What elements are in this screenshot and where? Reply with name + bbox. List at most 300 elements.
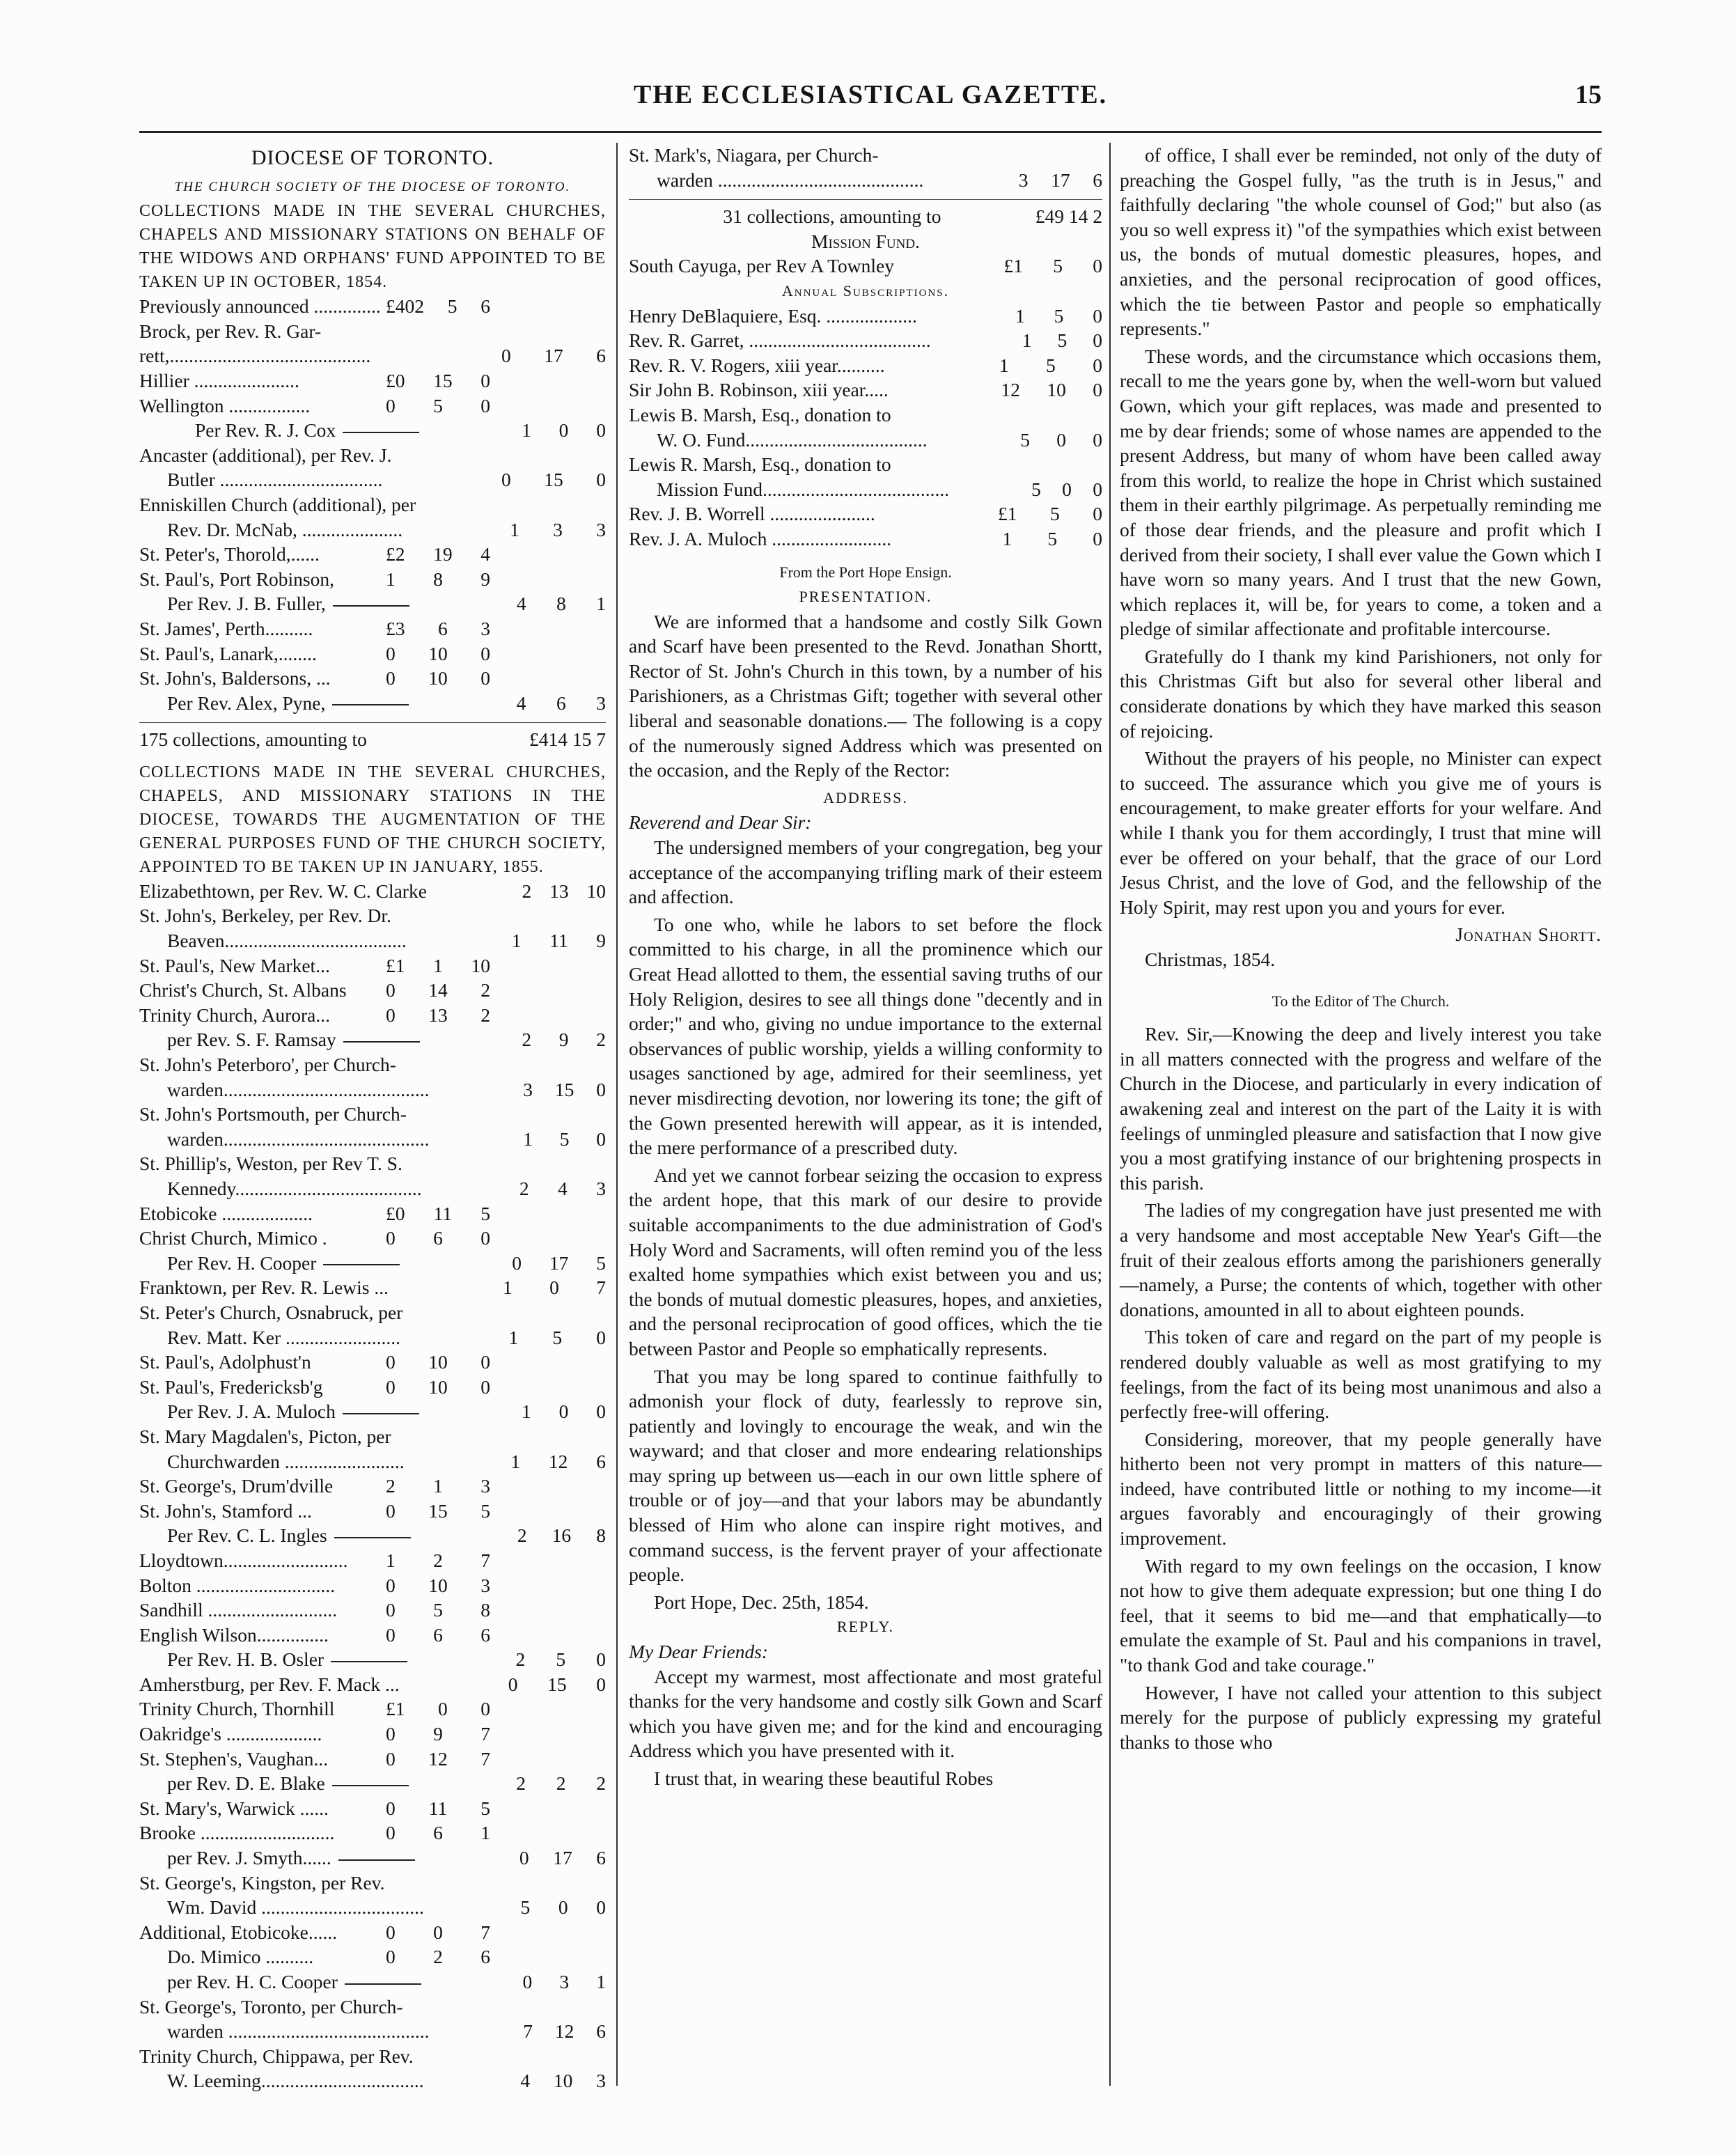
ledger-entry-name: Henry DeBlaquiere, Esq. ................... — [629, 304, 917, 327]
ledger-amount — [501, 1251, 606, 1276]
ledger-amount-part: 0 — [1093, 354, 1102, 376]
address-paragraph: That you may be long spared to continue faithfully to admonish your flock of duty, fearlessly to reprove sin, patiently and lovingly to encourage the weak, and win the wayward; and that closer and more endearing relationships may spring up between us—each in our own little sphere of trouble or of joy—and that your labors may be abundantly blessed of Him who alone can inspire right motives, and command success, is the fervent prayer of your affectionate people. — [629, 1365, 1102, 1586]
ledger-entry-name: per Rev. J. Smyth...... — [139, 1845, 422, 1871]
address-paragraph: And yet we cannot forbear seizing the occasion to express the ardent hope, that this mark of our desire to provide suitable accompaniments to the due administration of God's Holy Word and Sacraments, will often remind you of the less exalted home sympathies which exist between you and us; the bonds of mutual domestic pleasures, hopes, and anxieties, and the personal reciprocation of good offices, which the tie between Pastor and People so emphatically represents. — [629, 1164, 1102, 1359]
ledger-row — [629, 403, 1102, 428]
ledger-subamount-part: 4 — [480, 543, 490, 565]
ledger-amount-part: 0 — [508, 1673, 518, 1695]
ledger-row — [139, 1449, 606, 1474]
ledger-amount-part: 5 — [520, 1896, 531, 1919]
reply-paragraph: of office, I shall ever be reminded, not only of the duty of preaching the Gospel fully, "as the truth is in Jesus," and faithfully declaring "the whole counsel of God;" but also (as you so well express it) "of the sympathies which exist between us, the bonds of mutual domestic pleasures, hopes, and anxieties, and the personal reciprocation of good offices, which the tie between Pastor and people so emphatically represents." — [1120, 144, 1602, 340]
ledger-amount-part: 0 — [558, 419, 569, 442]
signature: Jonathan Shortt. — [1455, 923, 1602, 946]
ledger-row — [139, 1399, 606, 1424]
ledger-subamount-part: 0 — [386, 1723, 396, 1745]
ledger-bracket-rule — [323, 1264, 400, 1265]
column-separator — [616, 143, 618, 2086]
ledger-amount-part: 12 — [1001, 379, 1020, 401]
ledger-row — [139, 1102, 606, 1127]
ledger-entry-name: Kennedy....................................... — [167, 1178, 422, 1199]
ledger-amount-part: 3 — [596, 2070, 606, 2092]
ledger-entry-name: Do. Mimico .......... — [167, 1946, 314, 1968]
ledger-amount-part: £1 — [998, 503, 1017, 525]
ledger-bracket-rule — [345, 1983, 421, 1985]
ledger-row — [139, 467, 606, 492]
letter-paragraph: Rev. Sir,—Knowing the deep and lively interest you take in all matters connected with the progress and welfare of the Church in the Diocese, and particularly in every indication of awakening zeal and interest on the part of the Laity it is with feelings of unmingled pleasure and satisfaction that I now give you a most gratifying instance of our brightening prospects in this parish. — [1120, 1023, 1602, 1194]
ledger-entry-name: warden .......................................... — [167, 2020, 430, 2043]
ledger-entry-name: Elizabethtown, per Rev. W. C. Clarke — [139, 880, 427, 902]
ledger-entry-name: Per Rev. Alex, Pyne, — [139, 691, 416, 716]
ledger-amount-part: 4 — [520, 2070, 531, 2092]
ledger-amount-part: 0 — [596, 419, 606, 442]
ledger-subamount-part: £1 — [386, 1698, 405, 1720]
ledger-subamount-part: £1 — [386, 954, 405, 976]
ledger-entry-name: Christ's Church, St. Albans — [139, 979, 347, 1001]
ledger-subamount-part: 6 — [438, 617, 448, 639]
ledger-subamount — [386, 616, 490, 641]
ledger-row — [139, 1151, 606, 1176]
ledger-subamount-part: 6 — [433, 1227, 443, 1249]
ledger-row — [139, 616, 606, 641]
ledger-subamount-part: 10 — [471, 954, 490, 976]
ledger-amount-part: 13 — [549, 880, 569, 902]
ledger-subamount-part: 0 — [480, 1351, 490, 1373]
ledger-amount-part: 1 — [1022, 329, 1032, 352]
ledger-amount-part: 2 — [516, 1772, 526, 1795]
ledger-entry-name: warden........................................... — [167, 1078, 430, 1100]
mission-fund-list — [629, 253, 1102, 279]
ledger-subamount-part: 1 — [386, 568, 396, 590]
ledger-amount-part: 0 — [522, 1971, 533, 1992]
ledger-subamount-part: 0 — [480, 667, 490, 689]
ledger-amount-part: 3 — [559, 1971, 570, 1992]
ledger-bracket-rule — [331, 1661, 407, 1662]
total-amount: £49 14 2 — [1035, 205, 1102, 228]
ledger-amount — [490, 343, 606, 368]
ledger-entry-name: Sandhill ........................... — [139, 1599, 338, 1621]
ledger-entry-name: per Rev. D. E. Blake — [139, 1771, 416, 1796]
ledger-amount-part: 6 — [1093, 169, 1102, 191]
ledger-row — [139, 1275, 606, 1300]
ledger-amount-part: 5 — [1047, 527, 1058, 549]
ledger-amount — [1009, 428, 1102, 453]
ledger-amount-part: 6 — [596, 2020, 606, 2043]
ledger-subamount — [386, 1623, 490, 1648]
ledger-entry-name: St. Mary's, Warwick ...... — [139, 1797, 329, 1819]
ledger-bracket-rule — [333, 605, 409, 607]
ledger-subamount-part: 0 — [386, 1946, 396, 1968]
ledger-bracket-rule — [332, 1785, 409, 1786]
ledger-amount — [508, 1176, 606, 1201]
ledger-entry-name: St. George's, Drum'dville — [139, 1475, 334, 1497]
ledger-entry-name: Bolton ............................. — [139, 1574, 336, 1596]
ledger-entry-name: St. John's Portsmouth, per Church- — [139, 1103, 407, 1125]
ledger-entry-name: St. John's, Berkeley, per Rev. Dr. — [139, 905, 391, 927]
ledger-row — [139, 1523, 606, 1548]
masthead — [139, 75, 1602, 124]
ledger-subamount-part: 19 — [433, 543, 453, 565]
ledger-amount-part: 4 — [516, 692, 526, 714]
ledger-subamount-part: 0 — [480, 1227, 490, 1249]
ledger-subamount-part: 0 — [386, 667, 396, 689]
ledger-row — [139, 1499, 606, 1524]
ledger-entry-name: Christ Church, Mimico . — [139, 1227, 327, 1249]
ledger-subamount-part: 6 — [480, 1946, 490, 1968]
ledger-amount-part: 1 — [596, 1971, 606, 1992]
reply-paragraph: Accept my warmest, most affectionate and most grateful thanks for the very handsome and costly silk Gown and Scarf which you have given me; and for the kind and encouraging Address which you have presented with it. — [629, 1665, 1102, 1762]
ledger-amount-part: 5 — [1046, 354, 1056, 376]
ledger-entry-name: Trinity Church, Chippawa, per Rev. — [139, 2045, 414, 2067]
reply-body — [629, 1664, 1102, 1791]
ledger-subamount-part: 2 — [433, 1946, 443, 1968]
ledger-row — [139, 978, 606, 1003]
ledger-amount-part: 0 — [501, 345, 511, 367]
ledger-row — [139, 691, 606, 716]
ledger-amount-part: 0 — [558, 1896, 568, 1919]
ledger-entry-name: Ancaster (additional), per Rev. J. — [139, 444, 392, 466]
ledger-amount — [511, 1969, 606, 1995]
ledger-subamount-part: 3 — [480, 1475, 490, 1497]
ledger-amount-part: 6 — [596, 1450, 606, 1472]
letter-heading: To the Editor of The Church. — [1272, 992, 1450, 1010]
ledger-entry-name: Mission Fund....................................... — [657, 478, 950, 500]
ledger-amount-part: 3 — [596, 692, 606, 714]
ledger-entry-name: Previously announced .............. — [139, 295, 381, 318]
ledger-subamount — [386, 1003, 490, 1028]
ledger-subamount — [386, 1226, 490, 1251]
ledger-amount-part: 2 — [522, 1029, 532, 1051]
ledger-amount-part: 9 — [596, 930, 606, 952]
ledger-entry-name: Etobicoke ................... — [139, 1202, 313, 1224]
ledger-subamount-part: £3 — [386, 617, 405, 639]
ledger-subamount-part: 15 — [433, 369, 453, 391]
ledger-subamount — [386, 368, 490, 393]
ledger-subamount — [386, 1722, 490, 1747]
address-heading: ADDRESS. — [823, 788, 908, 806]
ledger-row — [139, 1052, 606, 1077]
ledger-amount-part: 11 — [549, 930, 568, 952]
ledger-subamount — [386, 1944, 490, 1969]
ledger-subamount-part: 0 — [386, 1227, 396, 1249]
ledger-row — [629, 377, 1102, 403]
ledger-amount-part: 2 — [515, 1648, 526, 1671]
ledger-amount-part: 5 — [1053, 255, 1063, 277]
ledger-amount-part: 0 — [1093, 478, 1102, 500]
ledger-amount-part: 4 — [516, 593, 526, 615]
letter-body — [1120, 1022, 1602, 1754]
ledger-amount-part: 3 — [553, 518, 563, 540]
ledger-row — [139, 517, 606, 543]
ledger-amount-part: 5 — [552, 1326, 563, 1348]
ledger-entry-name: Brock, per Rev. R. Gar- — [139, 320, 322, 342]
ledger-subamount-part: 9 — [480, 568, 490, 590]
ledger-row — [139, 2068, 606, 2093]
ledger-amount — [512, 1077, 606, 1102]
ledger-amount — [1011, 328, 1102, 353]
ledger-subamount-part: 0 — [386, 1499, 396, 1522]
ledger-amount-part: 0 — [1093, 428, 1102, 451]
ledger-amount-part: 2 — [517, 1524, 527, 1547]
ledger-row — [139, 1995, 606, 2020]
ledger-entry-name: St. George's, Toronto, per Church- — [139, 1995, 403, 2018]
ledger-amount-part: 9 — [558, 1029, 569, 1051]
ledger-amount-part: 5 — [559, 1127, 570, 1150]
ledger-entry-name: St. Peter's Church, Osnabruck, per — [139, 1301, 403, 1323]
ledger-entry-name: Lewis R. Marsh, Esq., donation to — [629, 453, 891, 476]
ledger-row — [139, 1424, 606, 1449]
ledger-row — [139, 1969, 606, 1995]
ledger-amount-part: 2 — [596, 1029, 606, 1051]
ledger-subamount-part: 14 — [428, 979, 448, 1001]
ledger-subamount-part: 3 — [480, 617, 490, 639]
ledger-row — [139, 1201, 606, 1226]
ledger-row — [139, 492, 606, 517]
ledger-subamount-part: 7 — [480, 1723, 490, 1745]
ledger-entry-name: Amherstburg, per Rev. F. Mack ... — [139, 1673, 400, 1695]
ledger-amount-part: 15 — [547, 1673, 567, 1695]
ledger-entry-name: Churchwarden ......................... — [167, 1450, 405, 1472]
ledger-entry-name: warden........................................... — [167, 1127, 430, 1150]
ledger-row — [139, 903, 606, 928]
ledger-amount-part: 17 — [553, 1847, 572, 1869]
ledger-entry-name: Oakridge's .................... — [139, 1723, 322, 1745]
ledger-row — [629, 304, 1102, 329]
letter-paragraph: However, I have not called your attention to this subject merely for the purpose of publicly expressing my grateful thanks to those who — [1120, 1681, 1602, 1753]
ledger-row — [139, 1598, 606, 1623]
ledger-amount-part: 10 — [553, 2070, 573, 2092]
address-body — [629, 835, 1102, 1587]
ledger-bracket-rule — [343, 1041, 420, 1043]
ledger-amount — [1020, 477, 1102, 502]
reply-paragraph: Without the prayers of his people, no Minister can expect to succeed. The assurance which you give me of yours is encouragement, to make greater efforts for your welfare. And while I thank you for them accordingly, I trust that mine will ever be offered on your behalf, that the grace of our Lord Jesus Christ, and the love of God, and the fellowship of the Holy Spirit, may rest upon you and yours for ever. — [1120, 747, 1602, 918]
reply-paragraph: These words, and the circumstance which occasions them, recall to me the years gone by, when the well-worn but valued Gown, which your gift replaces, was made and presented to me by dear friends; some of whose names are appended to the present Address, but many of whom have been called away from this world, to realize the hope in Christ which sustained them in their earthly pilgrimage. As perpetually reminding me of those dear friends, and the pleasure and profit which I derived from their society, I shall ever value the Gown which I have worn so many years. And I trust that the new Gown, which replaces it, will be, for years to come, a token and a pledge of similar affectionate and profitable intercourse. — [1120, 345, 1602, 640]
ledger-entry-name: Per Rev. J. A. Muloch — [139, 1399, 426, 1424]
presentation-paragraph: We are informed that a handsome and costly Silk Gown and Scarf have been presented to the Revd. Jonathan Shortt, Rector of St. John's Church in this town, by a number of his Parishioners, as a Christmas Gift; together with several other liberal and seasonable donations.— The following is a copy of the numerously signed Address which was presented on the occasion, and the Reply of the Rector: — [629, 610, 1102, 781]
ledger-row — [139, 591, 606, 616]
ledger-amount-part: 3 — [596, 1178, 606, 1199]
column-separator — [1109, 143, 1111, 2086]
ledger-entry-name: Lewis B. Marsh, Esq., donation to — [629, 403, 891, 426]
ledger-amount-part: 0 — [596, 1127, 606, 1150]
ledger-amount-part: 1 — [1015, 304, 1025, 327]
ledger-amount-part: 1 — [521, 1400, 531, 1423]
ledger-row — [139, 343, 606, 368]
ledger-amount-part: 12 — [554, 2020, 574, 2043]
ledger-row — [629, 526, 1102, 552]
ledger-entry-name: St. John's, Baldersons, ... — [139, 667, 331, 689]
reply-paragraph: Gratefully do I thank my kind Parishioners, not only for this Christmas Gift but also for several other liberal and considerate donations by which they have marked this season of rejoicing. — [1120, 645, 1602, 742]
ledger-entry-name: Brooke ............................ — [139, 1822, 335, 1844]
ledger-subamount-part: £0 — [386, 369, 405, 391]
ledger-row — [139, 393, 606, 419]
ledger-entry-name: St. Peter's, Thorold,...... — [139, 543, 320, 565]
ledger-subamount-part: 0 — [438, 1698, 448, 1720]
ledger-amount-part: 0 — [596, 1648, 606, 1671]
ledger-entry-name: St. Mark's, Niagara, per Church- — [629, 144, 879, 166]
ledger-subamount-part: 10 — [428, 1574, 448, 1596]
ledger-amount-part: 0 — [549, 1277, 559, 1299]
ledger-subamount — [386, 1499, 490, 1524]
ledger-subamount-part: 0 — [386, 1375, 396, 1398]
ledger-subamount — [386, 641, 490, 666]
ledger-amount-part: 0 — [596, 1326, 606, 1348]
letter-paragraph: With regard to my own feelings on the occasion, I know not how to give them adequate expression; but one thing I do feel, that it seems to bid me—and that emphatically—to emulate the example of St. Paul and his companions in travel, "to thank God and take courage." — [1120, 1554, 1602, 1676]
ledger-amount-part: 2 — [556, 1772, 566, 1795]
ledger-amount-part: 17 — [549, 1251, 569, 1274]
ledger-entry-name: Additional, Etobicoke...... — [139, 1921, 338, 1943]
ledger-entry-name: per Rev. H. C. Cooper — [139, 1969, 428, 1995]
ledger-entry-name: Per Rev. R. J. Cox — [139, 418, 426, 443]
ledger-amount — [505, 1647, 606, 1672]
ledger-amount-part: 15 — [554, 1078, 574, 1100]
ledger-amount — [506, 591, 606, 616]
ledger-amount-part: 5 — [1050, 503, 1060, 525]
ledger-subamount-part: 0 — [480, 369, 490, 391]
ledger-bracket-rule — [334, 1537, 411, 1538]
ledger-amount — [510, 418, 606, 443]
ledger-amount — [506, 1523, 606, 1548]
ledger-amount — [509, 1895, 606, 1920]
annual-subscriptions-heading: Annual Subscriptions. — [781, 281, 950, 299]
ledger-entry-name: per Rev. S. F. Ramsay — [139, 1027, 427, 1052]
ledger-amount-part: 5 — [596, 1251, 606, 1274]
ledger-row — [139, 319, 606, 344]
ledger-amount — [497, 1672, 606, 1697]
ledger-amount-part: 0 — [1093, 503, 1102, 525]
ledger-amount — [992, 526, 1102, 552]
ledger-subamount — [386, 1573, 490, 1598]
ledger-amount — [512, 1127, 606, 1152]
ledger-row — [139, 1127, 606, 1152]
ledger-amount-part: 17 — [544, 345, 563, 367]
ledger-subamount-part: 0 — [386, 1822, 396, 1844]
ledger-subamount-part: 11 — [433, 1202, 453, 1224]
ledger-entry-name: St. John's, Stamford ... — [139, 1499, 312, 1522]
ledger-entry-name: St. Phillip's, Weston, per Rev T. S. — [139, 1153, 402, 1175]
ledger-amount-part: 8 — [596, 1524, 606, 1547]
ledger-amount-part: 3 — [523, 1078, 533, 1100]
ledger-amount-part: 0 — [1093, 527, 1102, 549]
letter-paragraph: The ladies of my congregation have just presented me with a very handsome and most acceptable New Year's Gift—the fruit of their zealous efforts among the parishioners generally —namely, a Purse; the contents of which, together with other donations, amounted in all to about eighteen pounds. — [1120, 1199, 1602, 1320]
ledger-subamount-part: £402 — [386, 295, 424, 318]
ledger-subamount-part: 6 — [480, 295, 490, 318]
ledger-entry-name: W. Leeming.................................. — [167, 2070, 424, 2092]
ledger-subamount-part: 10 — [428, 642, 448, 664]
ledger-subamount-part: 0 — [386, 1797, 396, 1819]
ledger-subamount-part: £2 — [386, 543, 405, 565]
ledger-entry-name: Per Rev. H. Cooper — [139, 1251, 407, 1276]
signature-date: Christmas, 1854. — [1145, 949, 1276, 970]
ledger-entry-name: St. George's, Kingston, per Rev. — [139, 1871, 385, 1894]
ledger-row — [139, 953, 606, 978]
ledger-row — [139, 1375, 606, 1400]
collections-total-1 — [139, 722, 606, 752]
annual-subscriptions-list — [629, 304, 1102, 552]
ledger-amount — [1008, 168, 1102, 193]
column-2 — [629, 143, 1102, 1794]
ledger-subamount-part: 3 — [480, 1574, 490, 1596]
ledger-amount — [490, 467, 606, 492]
ledger-bracket-rule — [338, 1859, 415, 1861]
ledger-entry-name: St. John's Peterboro', per Church- — [139, 1054, 396, 1076]
ledger-subamount-part: 0 — [386, 1351, 396, 1373]
ledger-amount-part: 7 — [523, 2020, 533, 2043]
collections-total-2 — [629, 199, 1102, 229]
ledger-entry-name: St. Paul's, Adolphust'n — [139, 1351, 311, 1373]
ledger-amount-part: 1 — [510, 518, 519, 540]
ledger-subamount-part: 7 — [480, 1549, 490, 1571]
gazette-title: THE ECCLESIASTICAL GAZETTE. — [633, 80, 1108, 109]
ledger-row — [139, 1325, 606, 1350]
ledger-entry-name: Beaven...................................... — [167, 930, 407, 952]
ledger-amount — [510, 879, 606, 904]
ledger-entry-name: warden ........................................... — [657, 169, 924, 191]
ledger-amount — [510, 1399, 606, 1424]
ledger-amount-part: £1 — [1003, 255, 1023, 277]
ledger-amount-part: 0 — [501, 469, 511, 491]
ledger-entry-name: Per Rev. C. L. Ingles — [139, 1523, 418, 1548]
ledger-subamount — [386, 1796, 490, 1821]
ledger-subamount-part: 6 — [433, 1822, 443, 1844]
ledger-subamount-part: 0 — [386, 1004, 396, 1026]
ledger-subamount — [386, 1598, 490, 1623]
ledger-amount-part: 0 — [519, 1847, 529, 1869]
letter-paragraph: Considering, moreover, that my people generally have hitherto been not very prompt in matters of this nature—indeed, have contributed little or nothing to my income—it argues favorably and encouragingly of their growing improvement. — [1120, 1428, 1602, 1550]
ledger-amount-part: 0 — [596, 1896, 606, 1919]
ledger-row — [139, 641, 606, 666]
ledger-subamount-part: 1 — [480, 1822, 490, 1844]
ledger-subamount — [386, 1696, 490, 1722]
ledger-row — [139, 2019, 606, 2044]
ledger-row — [139, 879, 606, 904]
ledger-row — [139, 294, 606, 319]
ledger-subamount-part: 5 — [480, 1499, 490, 1522]
ledger-amount — [506, 691, 606, 716]
diocese-heading: DIOCESE OF TORONTO. — [251, 146, 494, 169]
society-subheading: THE CHURCH SOCIETY OF THE DIOCESE OF TORONTO. — [174, 179, 571, 194]
ledger-amount-part: 0 — [596, 1673, 606, 1695]
ledger-amount-part: 3 — [1018, 169, 1029, 191]
ledger-amount-part: 5 — [1057, 329, 1068, 352]
ledger-row — [139, 1944, 606, 1969]
ledger-amount — [505, 1771, 606, 1796]
reply-continued — [1120, 143, 1602, 919]
ledger-amount-part: 1 — [596, 593, 606, 615]
ledger-entry-name: Lloydtown.......................... — [139, 1549, 348, 1571]
ledger-subamount — [386, 1747, 490, 1772]
ledger-entry-name: Trinity Church, Aurora... — [139, 1004, 330, 1026]
ledger-amount-part: 10 — [1047, 379, 1066, 401]
ledger-entry-name: Sir John B. Robinson, xiii year..... — [629, 379, 889, 401]
ledger-subamount-part: 0 — [386, 1747, 396, 1770]
ledger-amount-part: 4 — [558, 1178, 568, 1199]
ledger-row — [139, 1920, 606, 1945]
ledger-subamount — [386, 294, 490, 319]
ledger-amount-part: 1 — [510, 1450, 521, 1472]
ledger-row — [139, 418, 606, 443]
reply-salutation: My Dear Friends: — [629, 1641, 769, 1663]
ledger-subamount-part: 0 — [480, 1698, 490, 1720]
ledger-subamount-part: 0 — [386, 1623, 396, 1646]
ledger-entry-name: St. Mary Magdalen's, Picton, per — [139, 1425, 391, 1447]
ledger-subamount-part: 12 — [428, 1747, 448, 1770]
ledger-row — [629, 477, 1102, 502]
ledger-amount-part: 2 — [522, 880, 532, 902]
ledger-subamount-part: 0 — [386, 1574, 396, 1596]
ledger-amount-part: 0 — [512, 1251, 522, 1274]
ledger-row — [139, 1226, 606, 1251]
ledger-amount-part: 16 — [552, 1524, 572, 1547]
